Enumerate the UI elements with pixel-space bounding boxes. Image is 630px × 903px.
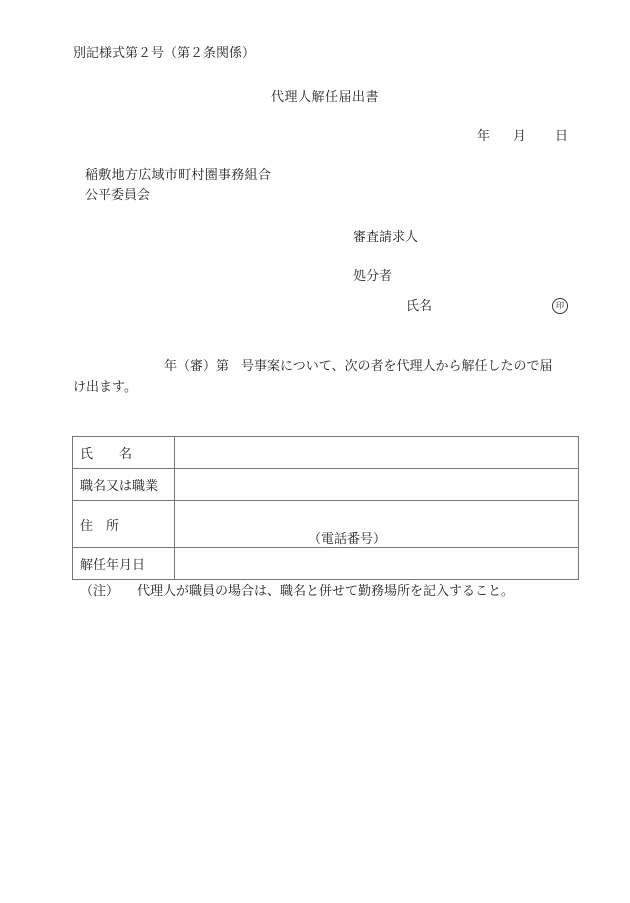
table-row: [73, 437, 579, 469]
table-row: [73, 548, 579, 580]
phone-number-label: （電話番号）: [308, 532, 387, 547]
label-address: 住 所: [73, 501, 175, 548]
body-text-line2: け出ます。: [73, 380, 137, 395]
document-title: 代理人解任届出書: [271, 90, 380, 105]
date-day: 日: [555, 129, 569, 144]
table-row: [73, 501, 579, 548]
footnote: [80, 584, 514, 600]
body-rest: 号事案について、次の者を代理人から解任したので届: [241, 359, 553, 374]
info-table: [72, 436, 579, 580]
addressee-organization: 稲敷地方広域市町村圏事務組合: [85, 168, 272, 183]
table-row: [73, 469, 579, 501]
field-dismissal-date[interactable]: [175, 548, 579, 580]
field-name[interactable]: [175, 437, 579, 469]
date-line: [477, 129, 568, 145]
name-label: 氏名: [406, 299, 433, 314]
disposer-label: 処分者: [353, 269, 393, 284]
date-month: 月: [513, 129, 527, 144]
seal-icon: 印: [552, 298, 568, 314]
footnote-prefix: （注）: [80, 584, 120, 599]
form-identifier: 別記様式第２号（第２条関係）: [73, 46, 256, 61]
label-dismissal-date: 解任年月日: [73, 548, 175, 580]
date-year: 年: [477, 129, 491, 144]
addressee-committee: 公平委員会: [85, 188, 151, 203]
label-occupation: 職名又は職業: [73, 469, 175, 501]
requester-label: 審査請求人: [353, 230, 419, 245]
field-occupation[interactable]: [175, 469, 579, 501]
body-text-line1: [164, 359, 553, 375]
body-year-part: 年（審）第: [164, 359, 230, 374]
field-address[interactable]: [175, 501, 579, 548]
label-name: 氏 名: [73, 437, 175, 469]
footnote-text: 代理人が職員の場合は、職名と併せて勤務場所を記入すること。: [137, 584, 515, 599]
